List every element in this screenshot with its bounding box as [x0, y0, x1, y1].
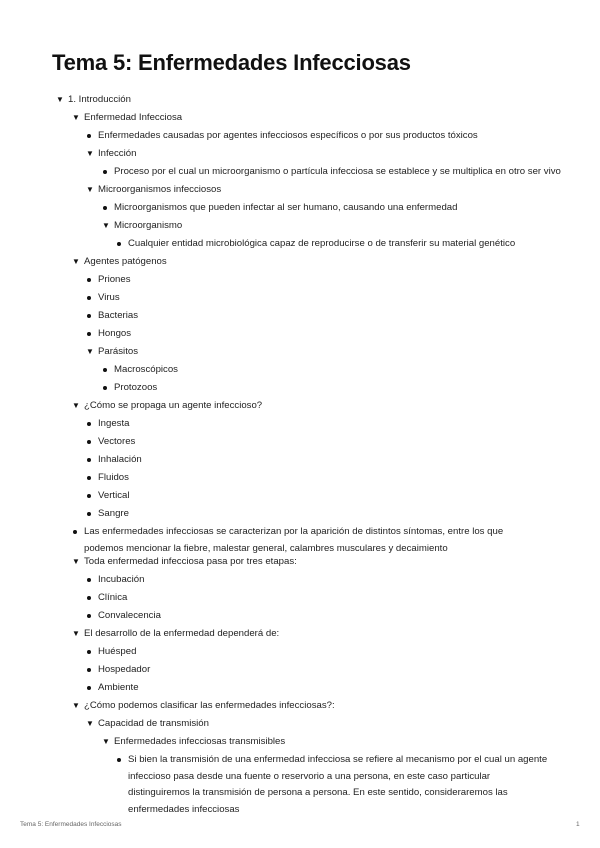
list-item [98, 128, 478, 144]
bullet-icon [103, 206, 107, 210]
list-item-text: Agentes patógenos [84, 256, 167, 267]
bullet-icon [87, 650, 91, 654]
toggle-item[interactable] [56, 92, 131, 108]
toggle-item[interactable] [86, 344, 138, 360]
toggle-item[interactable] [86, 716, 209, 732]
toggle-triangle-icon[interactable]: ▼ [72, 629, 80, 638]
list-item [98, 644, 136, 660]
list-item-text: Vertical [98, 490, 130, 501]
list-item [84, 524, 524, 557]
toggle-item[interactable] [72, 110, 183, 126]
list-item [98, 608, 161, 624]
toggle-item[interactable] [72, 254, 167, 270]
bullet-icon [117, 758, 121, 762]
list-item [98, 290, 120, 306]
list-item [98, 572, 144, 588]
list-item-text: Capacidad de transmisión [98, 718, 209, 729]
toggle-item[interactable] [86, 146, 137, 162]
list-item-text: Enfermedad Infecciosa [84, 112, 183, 123]
list-item [128, 752, 548, 818]
toggle-triangle-icon[interactable]: ▼ [72, 557, 80, 566]
bullet-icon [87, 512, 91, 516]
list-item-text: Protozoos [114, 382, 158, 393]
bullet-icon [73, 530, 77, 534]
bullet-icon [87, 476, 91, 480]
toggle-item[interactable] [86, 182, 222, 198]
bullet-icon [87, 614, 91, 618]
bullet-icon [87, 440, 91, 444]
list-item [98, 470, 129, 486]
list-item-text: Virus [98, 292, 120, 303]
footer-title: Tema 5: Enfermedades Infecciosas [20, 821, 122, 828]
list-item [114, 164, 561, 180]
toggle-item[interactable] [72, 398, 263, 414]
list-item [114, 362, 178, 378]
bullet-icon [87, 332, 91, 336]
list-item-text: Hospedador [98, 664, 151, 675]
list-item-text: El desarrollo de la enfermedad dependerá de: [84, 628, 280, 639]
list-item-text: Priones [98, 274, 131, 285]
bullet-icon [87, 296, 91, 300]
toggle-item[interactable] [72, 554, 297, 570]
list-item-text: Clínica [98, 592, 128, 603]
toggle-item[interactable] [102, 218, 183, 234]
list-item-text: Infección [98, 148, 137, 159]
bullet-icon [87, 134, 91, 138]
list-item [98, 308, 138, 324]
list-item-text: Parásitos [98, 346, 138, 357]
list-item [98, 506, 129, 522]
toggle-triangle-icon[interactable]: ▼ [102, 221, 110, 230]
toggle-triangle-icon[interactable]: ▼ [102, 737, 110, 746]
list-item-text: Hongos [98, 328, 132, 339]
list-item-text: Las enfermedades infecciosas se caracterizan por la aparición de distintos síntomas, entre los que podemos mencionar la fiebre, malestar general, calambres musculares y decaimiento [84, 526, 504, 554]
list-item [114, 380, 157, 396]
list-item-text: Cualquier entidad microbiológica capaz de reproducirse o de transferir su material genético [128, 238, 516, 249]
list-item-text: Incubación [98, 574, 145, 585]
bullet-icon [117, 242, 121, 246]
page-number: 1 [576, 821, 580, 828]
toggle-triangle-icon[interactable]: ▼ [72, 701, 80, 710]
list-item-text: Macroscópicos [114, 364, 178, 375]
list-item-text: Huésped [98, 646, 137, 657]
list-item-text: Inhalación [98, 454, 142, 465]
list-item [98, 416, 129, 432]
list-item [98, 272, 131, 288]
bullet-icon [103, 368, 107, 372]
list-item-text: Sangre [98, 508, 129, 519]
toggle-triangle-icon[interactable]: ▼ [72, 401, 80, 410]
bullet-icon [87, 596, 91, 600]
bullet-icon [87, 494, 91, 498]
list-item-text: Fluidos [98, 472, 129, 483]
list-item-text: Microorganismos infecciosos [98, 184, 222, 195]
list-item [98, 680, 139, 696]
list-item-text: Convalecencia [98, 610, 161, 621]
bullet-icon [87, 458, 91, 462]
list-item-text: Enfermedades infecciosas transmisibles [114, 736, 286, 747]
list-item [98, 662, 150, 678]
list-item [98, 434, 135, 450]
list-item-text: Proceso por el cual un microorganismo o partícula infecciosa se establece y se multiplica en otro ser vivo [114, 166, 561, 177]
list-item-text: Vectores [98, 436, 136, 447]
list-item-text: Ambiente [98, 682, 139, 693]
bullet-icon [87, 668, 91, 672]
list-item-text: Si bien la transmisión de una enfermedad infecciosa se refiere al mecanismo por el cual un agente infeccioso pasa desde una fuente o reservorio a una persona, en este caso particular distinguiremos la transmisión de persona a persona. En este sentido, consideraremos las enfermedades infecciosas [128, 754, 548, 815]
bullet-icon [87, 422, 91, 426]
list-item [98, 326, 131, 342]
bullet-icon [87, 314, 91, 318]
bullet-icon [87, 278, 91, 282]
toggle-triangle-icon[interactable]: ▼ [56, 95, 64, 104]
list-item-text: ¿Cómo podemos clasificar las enfermedades infecciosas?: [84, 700, 335, 711]
page-title: Tema 5: Enfermedades Infecciosas [52, 50, 411, 75]
list-item-text: Bacterias [98, 310, 138, 321]
bullet-icon [87, 686, 91, 690]
bullet-icon [87, 578, 91, 582]
list-item-text: Ingesta [98, 418, 130, 429]
list-item-text: 1. Introducción [68, 94, 131, 105]
toggle-triangle-icon[interactable]: ▼ [86, 347, 94, 356]
list-item-text: Enfermedades causadas por agentes infecciosos específicos o por sus productos tóxicos [98, 130, 478, 141]
toggle-item[interactable] [102, 734, 286, 750]
toggle-item[interactable] [72, 698, 335, 714]
toggle-triangle-icon[interactable]: ▼ [86, 149, 94, 158]
list-item [98, 590, 127, 606]
toggle-triangle-icon[interactable]: ▼ [86, 719, 94, 728]
list-item-text: Microorganismos que pueden infectar al ser humano, causando una enfermedad [114, 202, 458, 213]
list-item [114, 200, 457, 216]
list-item-text: ¿Cómo se propaga un agente infeccioso? [84, 400, 263, 411]
bullet-icon [103, 170, 107, 174]
list-item [98, 488, 129, 504]
list-item [98, 452, 142, 468]
list-item-text: Microorganismo [114, 220, 183, 231]
bullet-icon [103, 386, 107, 390]
list-item-text: Toda enfermedad infecciosa pasa por tres etapas: [84, 556, 297, 567]
toggle-triangle-icon[interactable]: ▼ [86, 185, 94, 194]
toggle-triangle-icon[interactable]: ▼ [72, 257, 80, 266]
toggle-item[interactable] [72, 626, 280, 642]
list-item [128, 236, 515, 252]
toggle-triangle-icon[interactable]: ▼ [72, 113, 80, 122]
